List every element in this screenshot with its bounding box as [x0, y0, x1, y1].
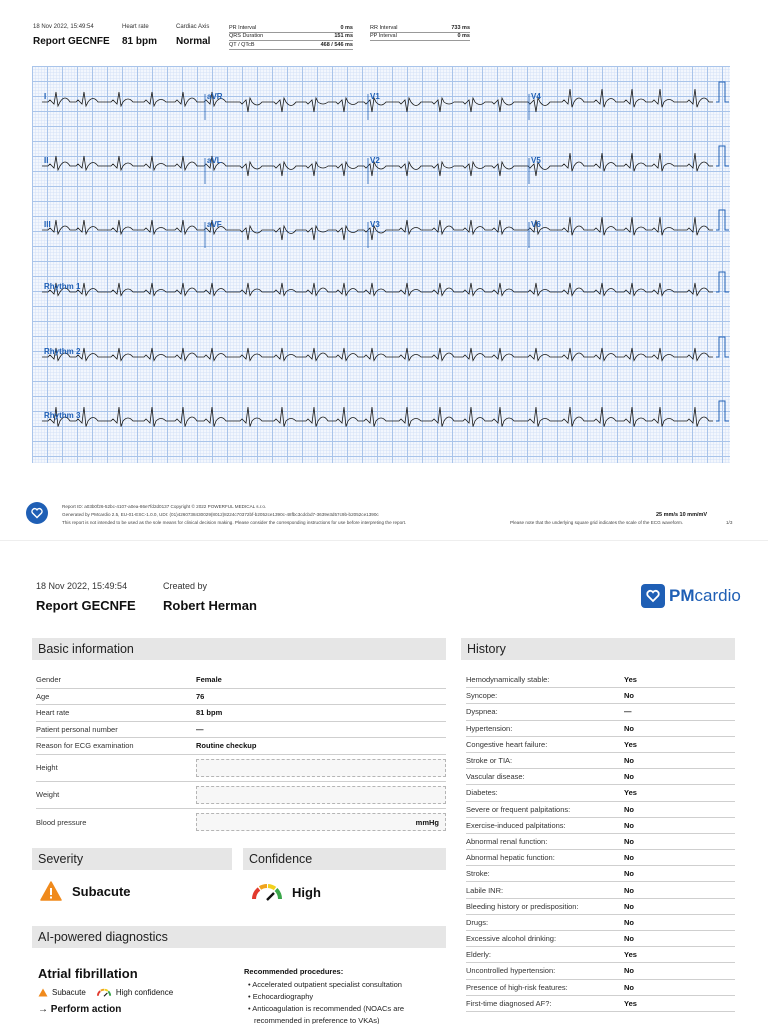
list-item: • Anticoagulation is recommended (NOACs are: [248, 1004, 405, 1013]
calibration-pulse: [716, 82, 729, 102]
footer-disclaimer: This report is not intended to be used as the sole means for clinical decision making. Please consider the corresponding instructions for use before interpreting the report.: [62, 520, 407, 525]
pmcardio-seal-icon: [26, 502, 48, 524]
ecg-trace: [42, 407, 713, 427]
report-datetime: 18 Nov 2022, 15:49:54: [36, 581, 128, 591]
ecg-grid: [32, 66, 730, 463]
interval-row: RR Interval 733 ms: [370, 24, 470, 31]
ecg-header-hr: [122, 24, 157, 47]
intervals-left: [229, 24, 353, 50]
severity-header: Severity: [32, 848, 232, 870]
height-field: [196, 759, 446, 777]
weight-row: Weight: [36, 782, 446, 809]
table-row: Severe or frequent palpitations: No: [466, 802, 735, 818]
lead-label: aVR: [207, 92, 223, 101]
table-row: Hypertension: No: [466, 721, 735, 737]
ecg-datetime: 18 Nov 2022, 15:49:54: [33, 24, 94, 30]
warning-icon: [40, 881, 62, 901]
axis-label: Cardiac Axis: [176, 24, 210, 30]
bp-row: Blood pressure mmHg: [36, 809, 446, 836]
lead-label: V3: [370, 220, 380, 229]
ecg-trace: [42, 283, 713, 296]
footer-id: Report ID: a03b0f26-52bc-4107-a0ea-86e7fd2d0137 Copyright © 2022 POWERFUL MEDICAL s.r.o.: [62, 504, 267, 509]
lead-label: V1: [370, 92, 380, 101]
hr-value: 81 bpm: [122, 36, 158, 47]
diagnosis-severity: Subacute: [52, 988, 86, 997]
interval-row: PR Interval 0 ms: [229, 24, 353, 31]
basic-info-header: Basic information: [32, 638, 446, 660]
table-row: Syncope: No: [466, 688, 735, 704]
weight-field: [196, 786, 446, 804]
lead-label: aVF: [207, 220, 222, 229]
hr-label: Heart rate: [122, 24, 149, 30]
rhythm-label: Rhythm 2: [44, 347, 81, 356]
table-row: Dyspnea: —: [466, 704, 735, 720]
list-item: recommended in preference to VKAs): [254, 1016, 380, 1024]
report-name: Report GECNFE: [36, 598, 136, 613]
interval-row: PP Interval 0 ms: [370, 33, 470, 40]
warning-icon: [38, 988, 48, 997]
table-row: Drugs: No: [466, 915, 735, 931]
height-row: Height: [36, 755, 446, 782]
diagnosis-confidence: High confidence: [115, 988, 174, 997]
table-row: Labile INR: No: [466, 882, 735, 898]
lead-label: V6: [531, 220, 541, 229]
table-row: Stroke: No: [466, 866, 735, 882]
table-row: Vascular disease: No: [466, 769, 735, 785]
list-item: • Echocardiography: [248, 992, 314, 1001]
table-row: Exercise-induced palpitations: No: [466, 818, 735, 834]
calibration-pulse: [716, 210, 729, 230]
table-row: Abnormal renal function: No: [466, 834, 735, 850]
footer-grid-note: Please note that the underlying square grid indicates the scale of the ECG waveform.: [510, 520, 684, 525]
rhythm-label: Rhythm 3: [44, 411, 81, 420]
calibration-pulse: [716, 401, 729, 421]
heart-logo-icon: [641, 584, 665, 608]
lead-label: aVL: [207, 156, 222, 165]
table-row: Diabetes: Yes: [466, 785, 735, 801]
rhythm-label: Rhythm 1: [44, 282, 81, 291]
confidence-header: Confidence: [243, 848, 446, 870]
lead-label: II: [44, 156, 49, 165]
bp-field: mmHg: [196, 813, 446, 831]
created-by-value: Robert Herman: [163, 598, 257, 613]
ecg-speed: 25 mm/s 10 mm/mV: [656, 512, 708, 518]
severity-value: Subacute: [40, 881, 131, 901]
page-number: 1/3: [726, 520, 733, 525]
lead-label: I: [44, 92, 47, 101]
calibration-pulse: [716, 146, 729, 166]
ecg-header-report: [33, 24, 110, 47]
table-row: Hemodynamically stable: Yes: [466, 672, 735, 688]
table-row: Stroke or TIA: No: [466, 753, 735, 769]
axis-value: Normal: [176, 36, 211, 47]
lead-label: III: [44, 220, 51, 229]
diagnosis-meta: [38, 988, 173, 997]
created-by-label: Created by: [163, 581, 208, 591]
lead-label: V2: [370, 156, 380, 165]
history-table: [466, 672, 735, 1012]
calibration-pulse: [716, 337, 729, 357]
perform-action-link[interactable]: → Perform action: [38, 1004, 122, 1015]
table-row: Congestive heart failure: Yes: [466, 737, 735, 753]
lead-label: V4: [531, 92, 541, 101]
table-row: Presence of high-risk features: No: [466, 980, 735, 996]
table-row: Excessive alcohol drinking: No: [466, 931, 735, 947]
report-page: [0, 540, 768, 1024]
interval-row: QT / QTcB 468 / 546 ms: [229, 41, 353, 48]
table-row: Reason for ECG examination Routine checkup: [36, 738, 446, 755]
ai-header: AI-powered diagnostics: [32, 926, 446, 948]
brand-logo: [641, 584, 741, 608]
ecg-header-axis: [176, 24, 210, 47]
table-row: First-time diagnosed AF?: Yes: [466, 996, 735, 1012]
list-item: • Accelerated outpatient specialist consultation: [248, 980, 402, 989]
basic-info-table: [36, 672, 446, 836]
ecg-waveforms: [32, 66, 730, 463]
lead-label: V5: [531, 156, 541, 165]
ecg-trace: [42, 348, 713, 361]
interval-row: QRS Duration 151 ms: [229, 33, 353, 40]
brand-name: PMcardio: [669, 586, 741, 605]
table-row: Uncontrolled hypertension: No: [466, 963, 735, 979]
diagnosis-title: Atrial fibrillation: [38, 966, 138, 981]
footer-generated: Generated by PMcardio 2.5, EU-01-ESC-1.0.0, UDI: (01)4260738430029(8012)8224c70372bf-b2052ce1390c-48fbc3cdcbd7-3639e3d57c9b-b2052ce1390c: [62, 512, 379, 517]
table-row: Elderly: Yes: [466, 947, 735, 963]
table-row: Age 76: [36, 689, 446, 706]
procedures-list: [248, 979, 404, 1024]
gauge-icon: [96, 988, 112, 997]
procedures-title: Recommended procedures:: [244, 967, 344, 976]
calibration-pulse: [716, 272, 729, 292]
confidence-value: High: [250, 883, 321, 901]
intervals-right: [370, 24, 470, 41]
table-row: Bleeding history or predisposition: No: [466, 899, 735, 915]
table-row: Heart rate 81 bpm: [36, 705, 446, 722]
table-row: Gender Female: [36, 672, 446, 689]
gauge-icon: [250, 883, 284, 901]
table-row: Patient personal number —: [36, 722, 446, 739]
table-row: Abnormal hepatic function: No: [466, 850, 735, 866]
ecg-report-name: Report GECNFE: [33, 36, 110, 47]
history-header: History: [461, 638, 735, 660]
